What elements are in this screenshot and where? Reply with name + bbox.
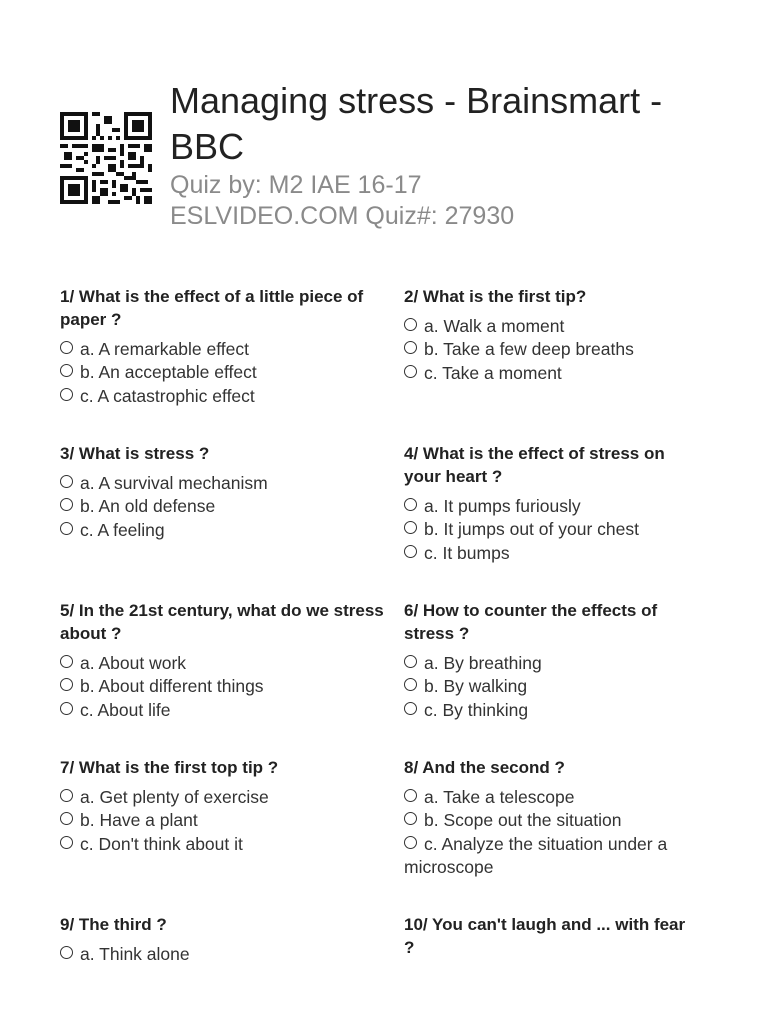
radio-button-icon[interactable]: [404, 655, 417, 668]
quiz-header: [0, 0, 768, 260]
radio-button-icon[interactable]: [60, 812, 73, 825]
answer-label: c. It bumps: [424, 542, 510, 563]
question-text: 10/ You can't laugh and ... with fear ?: [404, 915, 686, 957]
radio-button-icon[interactable]: [60, 789, 73, 802]
answer-option[interactable]: [60, 495, 404, 518]
answer-option[interactable]: [404, 542, 704, 565]
radio-button-icon[interactable]: [404, 365, 417, 378]
answer-label: b. Take a few deep breaths: [424, 339, 634, 360]
answer-option[interactable]: [404, 699, 704, 722]
radio-button-icon[interactable]: [404, 836, 417, 849]
answer-option[interactable]: [404, 675, 704, 698]
answer-option[interactable]: [60, 519, 404, 542]
question-3: [60, 442, 404, 599]
answer-option[interactable]: [404, 338, 704, 361]
answer-option[interactable]: [60, 833, 404, 856]
radio-button-icon[interactable]: [60, 498, 73, 511]
answer-label: b. Have a plant: [80, 810, 198, 831]
question-text: 2/ What is the first tip?: [404, 287, 587, 306]
answer-option[interactable]: [60, 699, 404, 722]
answer-label: c. About life: [80, 699, 171, 720]
radio-button-icon[interactable]: [60, 678, 73, 691]
answer-option[interactable]: [404, 809, 704, 832]
answer-label: c. A catastrophic effect: [80, 385, 255, 406]
answer-label: a. Think alone: [80, 944, 190, 964]
answer-label: c. Analyze the situation under a microscope: [404, 833, 668, 877]
answer-label: a. A remarkable effect: [80, 339, 249, 359]
radio-button-icon[interactable]: [60, 388, 73, 401]
answer-label: b. It jumps out of your chest: [424, 519, 639, 540]
quiz-title: Managing stress - Brainsmart - BBC: [170, 80, 663, 167]
radio-button-icon[interactable]: [60, 475, 73, 488]
answer-label: b. About different things: [80, 676, 264, 697]
answer-option[interactable]: [60, 786, 404, 809]
answer-label: a. It pumps furiously: [424, 496, 581, 516]
answer-option[interactable]: [60, 472, 404, 495]
radio-button-icon[interactable]: [404, 812, 417, 825]
answer-option[interactable]: [60, 809, 404, 832]
question-text: 9/ The third ?: [60, 915, 167, 934]
answer-option[interactable]: [404, 786, 704, 809]
answer-option[interactable]: [404, 652, 704, 675]
answer-label: a. Take a telescope: [424, 787, 575, 807]
radio-button-icon[interactable]: [404, 702, 417, 715]
question-text: 6/ How to counter the effects of stress ?: [404, 601, 658, 643]
quiz-author: Quiz by: M2 IAE 16-17: [170, 171, 422, 199]
radio-button-icon[interactable]: [404, 678, 417, 691]
question-5: [60, 599, 404, 756]
answer-option[interactable]: [404, 362, 704, 385]
answer-label: a. Get plenty of exercise: [80, 787, 269, 807]
radio-button-icon[interactable]: [404, 521, 417, 534]
question-list: [60, 285, 720, 1013]
radio-button-icon[interactable]: [404, 341, 417, 354]
question-text: 7/ What is the first top tip ?: [60, 758, 279, 777]
answer-label: b. By walking: [424, 676, 528, 697]
question-9: [60, 913, 404, 1013]
radio-button-icon[interactable]: [60, 946, 73, 959]
question-text: 5/ In the 21st century, what do we stress about ?: [60, 601, 384, 643]
answer-option[interactable]: [60, 652, 404, 675]
question-7: [60, 756, 404, 913]
answer-option[interactable]: [60, 361, 404, 384]
question-10: [404, 913, 704, 1013]
answer-label: a. By breathing: [424, 653, 542, 673]
answer-option[interactable]: [60, 675, 404, 698]
question-text: 4/ What is the effect of stress on your heart ?: [404, 444, 665, 486]
question-text: 3/ What is stress ?: [60, 444, 210, 463]
radio-button-icon[interactable]: [60, 702, 73, 715]
answer-label: b. Scope out the situation: [424, 810, 622, 831]
radio-button-icon[interactable]: [60, 341, 73, 354]
answer-option[interactable]: [404, 495, 704, 518]
question-1: [60, 285, 404, 442]
answer-label: b. An old defense: [80, 496, 216, 517]
qr-code-icon: [60, 112, 152, 204]
question-text: 8/ And the second ?: [404, 758, 565, 777]
answer-label: c. Don't think about it: [80, 833, 243, 854]
answer-option[interactable]: [404, 315, 704, 338]
answer-option[interactable]: [404, 518, 704, 541]
radio-button-icon[interactable]: [60, 655, 73, 668]
radio-button-icon[interactable]: [60, 364, 73, 377]
radio-button-icon[interactable]: [60, 836, 73, 849]
answer-label: c. By thinking: [424, 699, 529, 720]
radio-button-icon[interactable]: [404, 545, 417, 558]
answer-label: a. About work: [80, 653, 187, 673]
answer-label: c. A feeling: [80, 519, 165, 540]
question-8: [404, 756, 704, 913]
answer-option[interactable]: [60, 943, 404, 966]
radio-button-icon[interactable]: [60, 522, 73, 535]
quiz-id: ESLVIDEO.COM Quiz#: 27930: [170, 202, 515, 230]
quiz-meta: [170, 170, 730, 232]
answer-label: a. Walk a moment: [424, 316, 565, 336]
question-6: [404, 599, 704, 756]
answer-label: a. A survival mechanism: [80, 473, 268, 493]
radio-button-icon[interactable]: [404, 498, 417, 511]
answer-option[interactable]: [60, 338, 404, 361]
answer-label: c. Take a moment: [424, 362, 562, 383]
answer-label: b. An acceptable effect: [80, 362, 257, 383]
answer-option[interactable]: [60, 385, 404, 408]
question-4: [404, 442, 704, 599]
radio-button-icon[interactable]: [404, 318, 417, 331]
answer-option[interactable]: [404, 833, 704, 880]
radio-button-icon[interactable]: [404, 789, 417, 802]
question-text: 1/ What is the effect of a little piece of paper ?: [60, 287, 364, 329]
question-2: [404, 285, 704, 442]
